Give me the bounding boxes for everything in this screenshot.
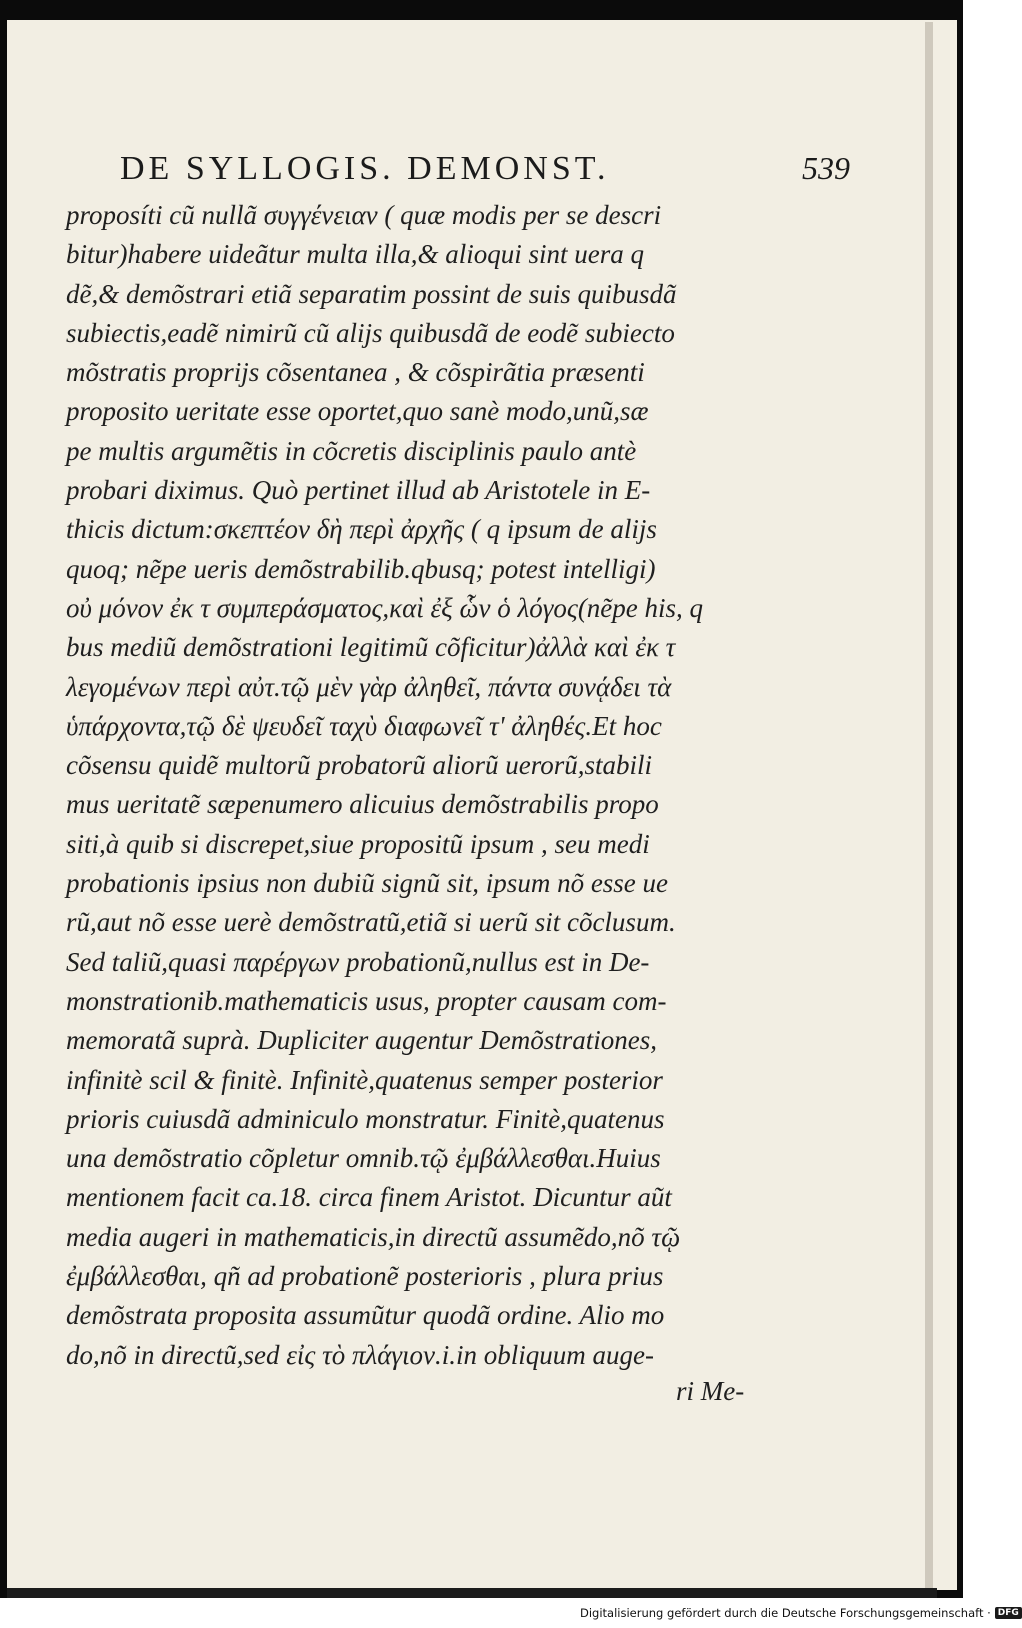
text-line: dẽ,& demõstrari etiã separatim possint de suis quibusdã	[66, 278, 677, 309]
text-line: demõstrata proposita assumũtur quodã ordine. Alio mo	[66, 1300, 665, 1331]
text-line: media augeri in mathematicis,in directũ assumẽdo,nõ τῷ	[66, 1221, 681, 1252]
text-line: pe multis argumẽtis in cõcretis disciplinis paulo antè	[66, 435, 637, 466]
page-number: 539	[802, 150, 850, 186]
text-line: probationis ipsius non dubiũ signũ sit, ipsum nõ esse ue	[66, 868, 669, 899]
running-header	[120, 150, 850, 198]
text-line: mõstratis proprijs cõsentanea , & cõspirãtia præsenti	[66, 357, 645, 388]
text-line: quoq; nẽpe ueris demõstrabilib.qbusq; potest intelligi)	[66, 553, 656, 584]
catchword: ri Me-	[676, 1376, 745, 1406]
text-line: probari diximus. Quò pertinet illud ab Aristotele in E-	[66, 475, 651, 506]
text-line: mentionem facit ca.18. circa finem Aristot. Dicuntur aũt	[66, 1182, 672, 1213]
text-line: una demõstratio cõpletur omnib.τῷ ἐμβάλλεσθαι.Huius	[66, 1143, 661, 1174]
text-line: bus mediũ demõstrationi legitimũ cõficitur)ἀλλὰ καὶ ἐκ τ	[66, 632, 676, 663]
credit-text: Digitalisierung gefördert durch die Deutsche Forschungsgemeinschaft ·	[580, 1606, 991, 1620]
text-line: proposíti cũ nullã συγγένειαν ( quæ modis per se descri	[66, 200, 662, 230]
page-body-text	[66, 196, 766, 1375]
text-line: prioris cuiusdã adminiculo monstratur. Finitè,quatenus	[66, 1103, 665, 1134]
text-line: ὑπάρχοντα,τῷ δὲ ψευδεῖ ταχὺ διαφωνεῖ τ' ἀληθές.Et hoc	[66, 710, 662, 741]
text-line: mus ueritatẽ sæpenumero alicuius demõstrabilis propo	[66, 789, 659, 820]
text-line: proposito ueritate esse oportet,quo sanè modo,unũ,sæ	[66, 396, 649, 427]
text-line: siti,à quib si discrepet,siue propositũ ipsum , seu medi	[66, 828, 650, 859]
text-line: subiectis,eadẽ nimirũ cũ alijs quibusdã de eodẽ subiecto	[66, 317, 675, 348]
text-line: monstrationib.mathematicis usus, propter causam com-	[66, 985, 667, 1016]
text-line: Sed taliũ,quasi παρέργων probationũ,nullus est in De-	[66, 946, 650, 977]
text-line: ἐμβάλλεσθαι, qñ ad probationẽ posterioris , plura prius	[66, 1261, 664, 1292]
text-line: memoratã suprà. Dupliciter augentur Demõstrationes,	[66, 1025, 657, 1056]
text-line: rũ,aut nõ esse uerè demõstratũ,etiã si uerũ sit cõclusum.	[66, 907, 676, 938]
page-edge	[925, 22, 933, 1588]
text-line: do,nõ in directũ,sed εἰς τὸ πλάγιον.i.in obliquum auge-	[66, 1339, 654, 1370]
running-title: DE SYLLOGIS. DEMONST.	[120, 150, 610, 187]
dfg-logo: DFG	[995, 1607, 1022, 1619]
text-line: οὐ μόνον ἐκ τ συμπεράσματος,καὶ ἐξ ὧν ὁ λόγος(nẽpe his, q	[66, 592, 704, 623]
text-line: infinitè scil & finitè. Infinitè,quatenus semper posterior	[66, 1064, 663, 1095]
digitization-credit	[580, 1602, 1019, 1624]
text-line: λεγομένων περὶ αὐτ.τῷ μὲν γὰρ ἀληθεῖ, πάντα συνᾴδει τὰ	[66, 671, 672, 702]
page-bottom-edge	[7, 1588, 937, 1598]
text-line: cõsensu quidẽ multorũ probatorũ aliorũ uerorũ,stabili	[66, 750, 653, 781]
text-line: bitur)habere uideãtur multa illa,& alioqui sint uera q	[66, 239, 644, 270]
text-line: thicis dictum:σκεπτέον δὴ περὶ ἀρχῆς ( q ipsum de alijs	[66, 514, 657, 545]
